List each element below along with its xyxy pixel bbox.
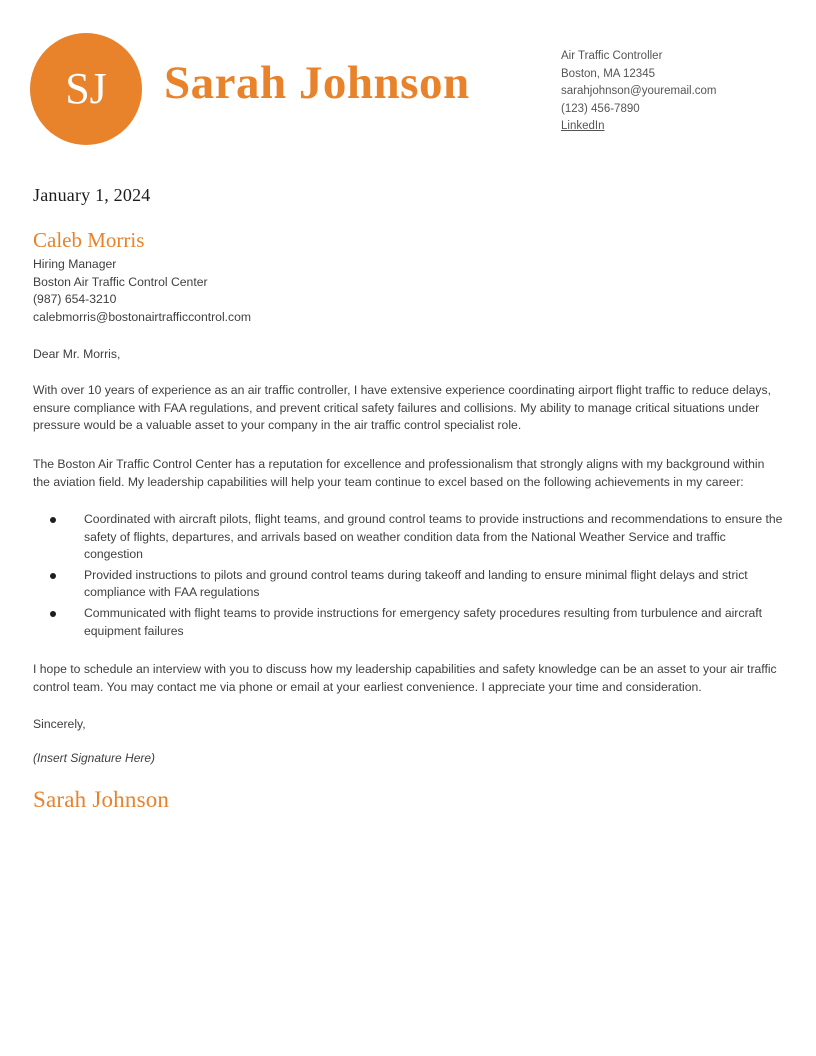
contact-job-title: Air Traffic Controller	[561, 50, 663, 62]
contact-location: Boston, MA 12345	[561, 67, 655, 80]
monogram-avatar	[30, 33, 142, 145]
body-paragraph-1: With over 10 years of experience as an air traffic controller, I have extensive experience coordinating airport flight traffic to reduce delays, ensure compliance with FAA regulations, and prevent critical safety failures and collisions. My ability to manage critical situations under pressure would be a valuable asset to your company in the air traffic control specialist role.	[33, 383, 771, 433]
bullet-dot-icon	[50, 573, 56, 579]
list-item-text: Provided instructions to pilots and ground control teams during takeoff and landing to ensure minimal flight delays and strict compliance with FAA regulations	[84, 567, 748, 600]
list-item-text: Coordinated with aircraft pilots, flight teams, and ground control teams to provide instructions and recommendations to ensure the safety of flights, departures, and arrivals based on weather condition data from the National Weather Service and traffic congestion	[84, 512, 783, 562]
bullet-dot-icon	[50, 517, 56, 523]
contact-phone: (123) 456-7890	[561, 102, 640, 115]
contact-email: sarahjohnson@youremail.com	[561, 85, 717, 98]
recipient-organization: Boston Air Traffic Control Center	[33, 274, 208, 289]
list-item	[33, 567, 783, 602]
letter-date: January 1, 2024	[33, 185, 151, 205]
achievements-list	[33, 511, 783, 640]
bullet-dot-icon	[50, 611, 56, 617]
monogram-initials: SJ	[65, 64, 107, 113]
body-paragraph-2: The Boston Air Traffic Control Center has a reputation for excellence and professionalism that strongly aligns with my background within the aviation field. My leadership capabilities will help your team continue to excel based on the following achievements in my career:	[33, 456, 765, 489]
page-title: Sarah Johnson	[164, 57, 470, 109]
salutation: Dear Mr. Morris,	[33, 347, 121, 362]
sincerely-line: Sincerely,	[33, 717, 86, 732]
letterhead-header	[0, 0, 816, 160]
recipient-block	[33, 228, 783, 326]
list-item	[33, 511, 783, 564]
closing-paragraph: I hope to schedule an interview with you to discuss how my leadership capabilities and safety knowledge can be an asset to your air traffic control team. You may contact me via phone or email at your earliest convenience. I appreciate your time and consideration.	[33, 662, 777, 694]
linkedin-link[interactable]: LinkedIn	[561, 120, 605, 133]
list-item-text: Communicated with flight teams to provide instructions for emergency safety procedures resulting from turbulence and aircraft equipment failures	[84, 606, 763, 638]
recipient-name: Caleb Morris	[33, 228, 145, 252]
signature-placeholder: (Insert Signature Here)	[33, 751, 156, 766]
recipient-title: Hiring Manager	[33, 257, 117, 272]
recipient-email: calebmorris@bostonairtrafficcontrol.com	[33, 309, 252, 324]
recipient-phone: (987) 654-3210	[33, 292, 117, 307]
signoff-name: Sarah Johnson	[33, 787, 170, 813]
list-item	[33, 605, 783, 640]
contact-info-block	[561, 48, 717, 136]
letter-body	[33, 185, 783, 813]
